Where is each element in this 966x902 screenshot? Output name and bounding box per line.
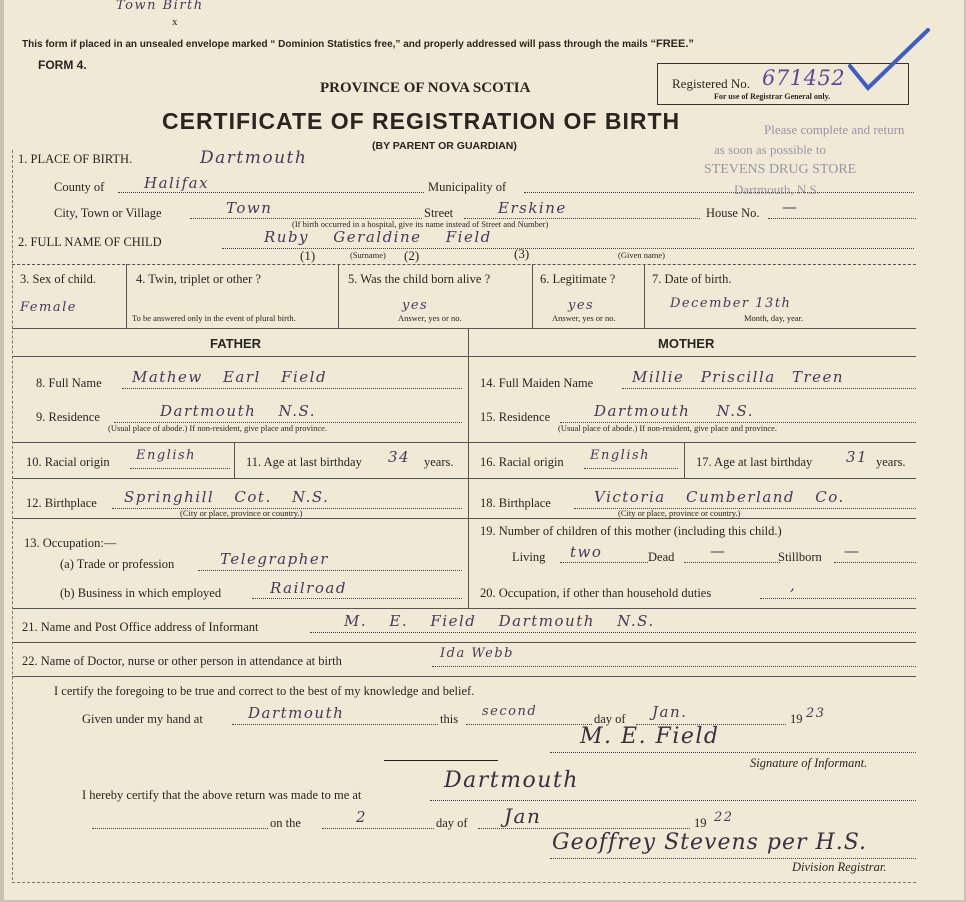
- mother-occupation-value: ,: [790, 576, 797, 594]
- registrar-place: Dartmouth: [444, 768, 579, 793]
- county-value: Halifax: [144, 174, 210, 192]
- registration-number: 671452: [762, 66, 846, 90]
- mother-age-label: 17. Age at last birthday: [696, 455, 813, 469]
- date-of-birth-value: December 13th: [670, 296, 792, 311]
- registrar-caption: Division Registrar.: [792, 860, 887, 874]
- father-residence-label: 9. Residence: [36, 410, 100, 424]
- street-label: Street: [424, 206, 454, 220]
- stamp-line-3: STEVENS DRUG STORE: [704, 162, 857, 177]
- doctor-label: 22. Name of Doctor, nurse or other person in attendance at birth: [22, 654, 342, 668]
- father-name-label: 8. Full Name: [36, 376, 102, 390]
- child-name-marker-1: (1): [300, 248, 316, 263]
- trade-label: (a) Trade or profession: [60, 557, 175, 571]
- father-heading: FATHER: [210, 336, 262, 351]
- house-no-label: House No.: [706, 206, 760, 220]
- mother-occupation-label: 20. Occupation, if other than household duties: [480, 586, 712, 600]
- child-name-value: Ruby Geraldine Field: [264, 228, 492, 246]
- father-residence-value: Dartmouth N.S.: [160, 402, 316, 420]
- mother-residence-label: 15. Residence: [480, 410, 551, 424]
- month-value: Jan.: [652, 703, 688, 721]
- mother-name-label: 14. Full Maiden Name: [480, 376, 594, 390]
- twin-note: To be answered only in the event of plural birth.: [132, 313, 296, 323]
- trade-value: Telegrapher: [220, 550, 329, 568]
- born-alive-value: yes: [402, 298, 429, 313]
- stamp-line-2: as soon as possible to: [714, 142, 826, 157]
- date-of-birth-label: 7. Date of birth.: [652, 272, 732, 286]
- father-racial-label: 10. Racial origin: [26, 455, 110, 469]
- child-name-marker-3: (3): [514, 246, 530, 261]
- year-prefix: 19: [790, 712, 803, 726]
- registrar-year-prefix: 19: [694, 816, 707, 830]
- mail-notice-free: “FREE.”: [650, 38, 694, 50]
- informant-signature: M. E. Field: [580, 724, 720, 749]
- dead-label: Dead: [648, 550, 675, 564]
- given-place-value: Dartmouth: [248, 704, 345, 722]
- province-heading: PROVINCE OF NOVA SCOTIA: [320, 80, 531, 96]
- registrar-month-value: Jan: [504, 804, 542, 828]
- registrar-statement: I hereby certify that the above return was made to me at: [82, 788, 362, 802]
- mother-residence-value: Dartmouth N.S.: [594, 402, 754, 420]
- mother-residence-note: (Usual place of abode.) If non-resident, give place and province.: [558, 423, 778, 433]
- year-suffix: 23: [806, 706, 826, 721]
- town-birth-note: Town Birth: [116, 0, 204, 13]
- mail-notice: [22, 38, 694, 50]
- legitimate-value: yes: [568, 298, 595, 313]
- stamp-line-4: Dartmouth, N.S.: [734, 182, 820, 197]
- certify-statement: I certify the foregoing to be true and correct to the best of my knowledge and belief.: [54, 684, 475, 698]
- place-of-birth-label: 1. PLACE OF BIRTH.: [18, 152, 133, 166]
- hospital-note: (If birth occurred in a hospital, give its name instead of Street and Number): [292, 219, 549, 229]
- father-name-value: Mathew Earl Field: [132, 368, 328, 386]
- on-the-label: on the: [270, 816, 301, 830]
- child-name-marker-2: (2): [404, 248, 420, 263]
- informant-value: M. E. Field Dartmouth N.S.: [344, 612, 655, 630]
- father-age-label: 11. Age at last birthday: [246, 455, 362, 469]
- street-value: Erskine: [498, 199, 567, 217]
- child-name-label: 2. FULL NAME OF CHILD: [18, 235, 162, 249]
- father-birthplace-value: Springhill Cot. N.S.: [124, 488, 330, 506]
- father-birthplace-label: 12. Birthplace: [26, 496, 97, 510]
- certificate-subtitle: (BY PARENT OR GUARDIAN): [372, 140, 517, 152]
- father-racial-value: English: [136, 448, 197, 463]
- stamp-line-1: Please complete and return: [764, 122, 905, 137]
- father-birthplace-note: (City or place, province or country.): [180, 508, 303, 518]
- business-label: (b) Business in which employed: [60, 586, 222, 600]
- registrar-year-suffix: 22: [714, 810, 734, 825]
- registrar-day-of-label: day of: [436, 816, 468, 830]
- municipality-label: Municipality of: [428, 180, 507, 194]
- certificate-title: CERTIFICATE OF REGISTRATION OF BIRTH: [162, 108, 681, 134]
- father-years-label: years.: [424, 455, 454, 469]
- sex-value: Female: [20, 300, 77, 315]
- mother-birthplace-note: (City or place, province or country.): [618, 508, 741, 518]
- occupation-label: 13. Occupation:—: [24, 536, 117, 550]
- mother-birthplace-value: Victoria Cumberland Co.: [594, 488, 845, 506]
- mother-years-label: years.: [876, 455, 906, 469]
- twin-label: 4. Twin, triplet or other ?: [136, 272, 261, 286]
- living-value: two: [570, 543, 603, 561]
- living-label: Living: [512, 550, 546, 564]
- day-of-label: day of: [594, 712, 626, 726]
- city-value: Town: [226, 199, 273, 217]
- mother-age-value: 31: [846, 448, 869, 466]
- date-of-birth-note: Month, day, year.: [744, 313, 804, 323]
- legitimate-note: Answer, yes or no.: [552, 313, 616, 323]
- registered-no-label: Registered No.: [672, 76, 750, 91]
- check-mark-icon: [844, 26, 934, 96]
- born-alive-note: Answer, yes or no.: [398, 313, 462, 323]
- children-count-label: 19. Number of children of this mother (including this child.): [480, 524, 782, 538]
- town-birth-mark: x: [172, 16, 178, 28]
- born-alive-label: 5. Was the child born alive ?: [348, 272, 491, 286]
- form-number: FORM 4.: [38, 58, 87, 72]
- business-value: Railroad: [270, 579, 347, 597]
- place-of-birth-value: Dartmouth: [200, 148, 308, 168]
- certificate-page: [4, 0, 964, 900]
- this-day-value: second: [482, 704, 538, 719]
- sex-label: 3. Sex of child.: [20, 272, 97, 286]
- mother-racial-value: English: [590, 448, 651, 463]
- informant-label: 21. Name and Post Office address of Informant: [22, 620, 259, 634]
- mother-birthplace-label: 18. Birthplace: [480, 496, 551, 510]
- given-under-label: Given under my hand at: [82, 712, 203, 726]
- registrar-day-value: 2: [356, 808, 368, 826]
- mother-name-value: Millie Priscilla Treen: [632, 368, 845, 386]
- this-label: this: [440, 712, 459, 726]
- doctor-value: Ida Webb: [440, 646, 514, 661]
- stillborn-value: —: [844, 542, 861, 560]
- registration-note: For use of Registrar General only.: [714, 92, 831, 101]
- legitimate-label: 6. Legitimate ?: [540, 272, 616, 286]
- mother-heading: MOTHER: [658, 336, 715, 351]
- house-no-value: —: [782, 198, 799, 216]
- drug-store-stamp: [704, 120, 904, 200]
- mail-notice-text: This form if placed in an unsealed envelope marked “ Dominion Statistics free,” and properly addressed will pass through the mails: [22, 39, 648, 50]
- county-label: County of: [54, 180, 105, 194]
- given-name-note: (Given name): [618, 250, 665, 260]
- dead-value: —: [710, 542, 727, 560]
- registrar-signature: Geoffrey Stevens per H.S.: [552, 830, 867, 855]
- stillborn-label: Stillborn: [778, 550, 822, 564]
- father-residence-note: (Usual place of abode.) If non-resident, give place and province.: [108, 423, 328, 433]
- informant-signature-caption: Signature of Informant.: [750, 756, 868, 770]
- city-label: City, Town or Village: [54, 206, 162, 220]
- mother-racial-label: 16. Racial origin: [480, 455, 564, 469]
- surname-note: (Surname): [350, 250, 386, 260]
- father-age-value: 34: [388, 448, 411, 466]
